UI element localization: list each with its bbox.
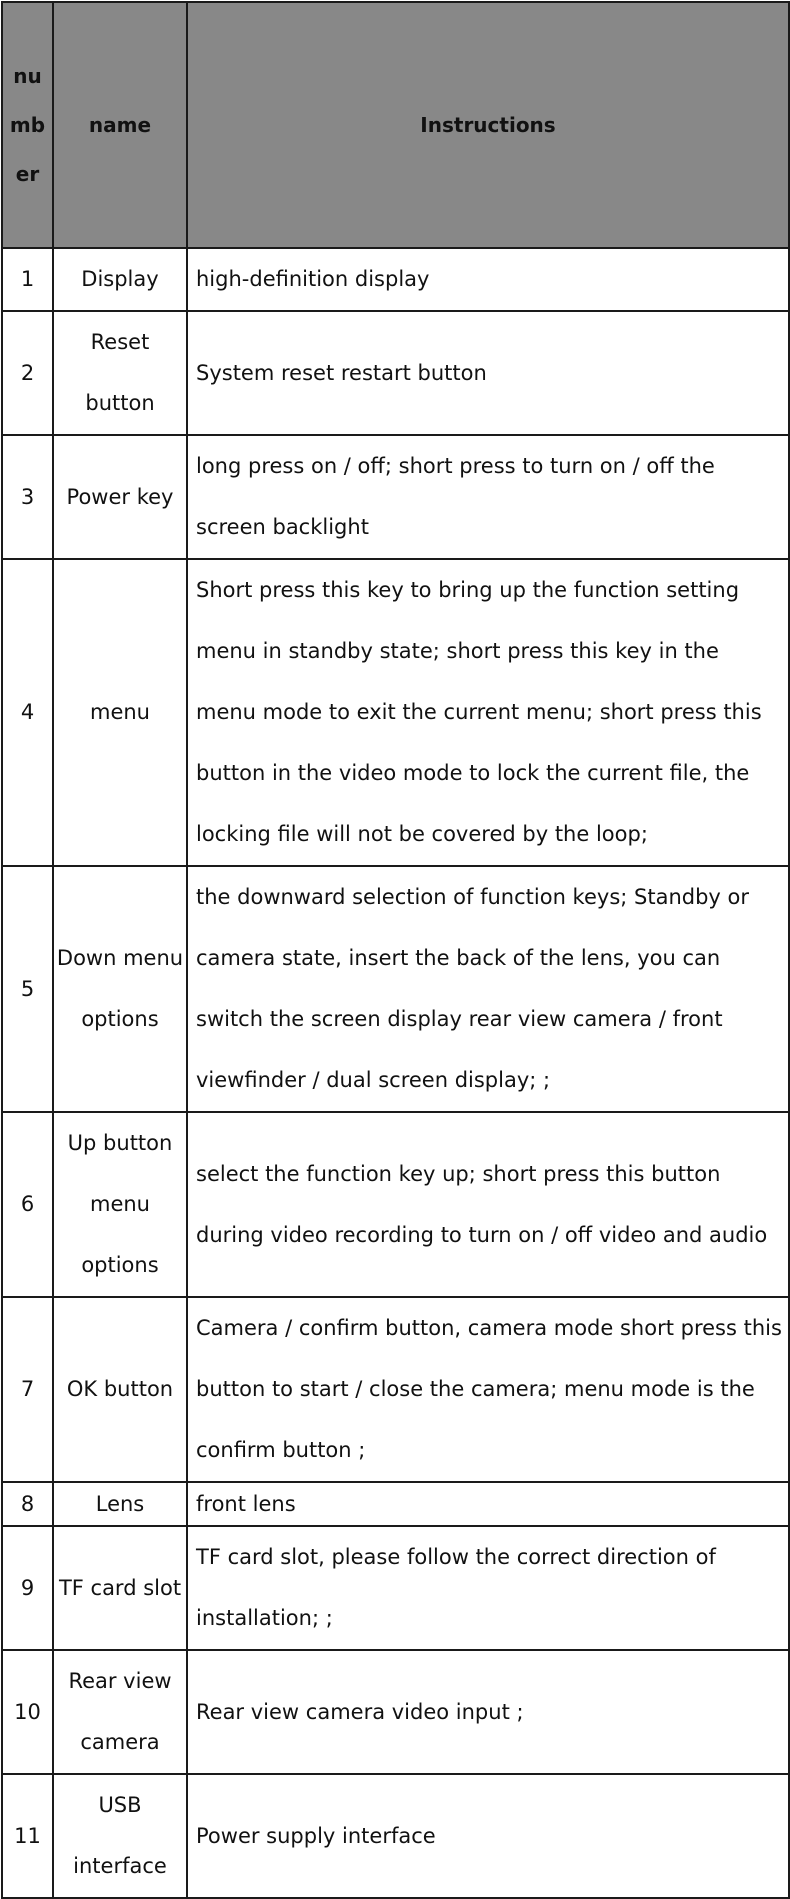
table-row (2, 248, 789, 311)
row-number: 4 (2, 559, 53, 866)
row-name: USB interface (53, 1774, 187, 1898)
row-name: Power key (53, 435, 187, 559)
row-name: menu (53, 559, 187, 866)
row-number: 3 (2, 435, 53, 559)
table-row (2, 866, 789, 1112)
row-number: 9 (2, 1526, 53, 1650)
row-name: OK button (53, 1297, 187, 1482)
row-name: Lens (53, 1482, 187, 1526)
row-name: TF card slot (53, 1526, 187, 1650)
row-number: 2 (2, 311, 53, 435)
table-row (2, 1526, 789, 1650)
row-instructions: TF card slot, please follow the correct direction of installation; ; (187, 1526, 789, 1650)
table-row (2, 1650, 789, 1774)
table-header-row (2, 2, 789, 248)
row-instructions: Rear view camera video input ; (187, 1650, 789, 1774)
row-name: Reset button (53, 311, 187, 435)
row-number: 6 (2, 1112, 53, 1297)
row-name: Rear view camera (53, 1650, 187, 1774)
table-row (2, 1774, 789, 1898)
table-row (2, 1112, 789, 1297)
header-instructions: Instructions (187, 2, 789, 248)
table-row (2, 1482, 789, 1526)
row-instructions: Short press this key to bring up the function setting menu in standby state; short press this key in the menu mode to exit the current menu; short press this button in the video mode to lock the current file, the locking file will not be covered by the loop; (187, 559, 789, 866)
row-name: Display (53, 248, 187, 311)
row-number: 10 (2, 1650, 53, 1774)
instructions-table (1, 1, 790, 1899)
row-instructions: Power supply interface (187, 1774, 789, 1898)
row-instructions: long press on / off; short press to turn on / off the screen backlight (187, 435, 789, 559)
table-row (2, 559, 789, 866)
header-name: name (53, 2, 187, 248)
row-number: 8 (2, 1482, 53, 1526)
header-number: number (2, 2, 53, 248)
row-name: Down menu options (53, 866, 187, 1112)
row-instructions: front lens (187, 1482, 789, 1526)
table-row (2, 311, 789, 435)
table-row (2, 435, 789, 559)
table-row (2, 1297, 789, 1482)
row-number: 11 (2, 1774, 53, 1898)
row-instructions: the downward selection of function keys; Standby or camera state, insert the back of the lens, you can switch the screen display rear view camera / front viewfinder / dual screen display; ; (187, 866, 789, 1112)
row-instructions: high-definition display (187, 248, 789, 311)
row-number: 7 (2, 1297, 53, 1482)
row-instructions: System reset restart button (187, 311, 789, 435)
row-number: 5 (2, 866, 53, 1112)
row-number: 1 (2, 248, 53, 311)
row-instructions: select the function key up; short press this button during video recording to turn on / off video and audio (187, 1112, 789, 1297)
row-name: Up button menu options (53, 1112, 187, 1297)
row-instructions: Camera / confirm button, camera mode short press this button to start / close the camera; menu mode is the confirm button ; (187, 1297, 789, 1482)
